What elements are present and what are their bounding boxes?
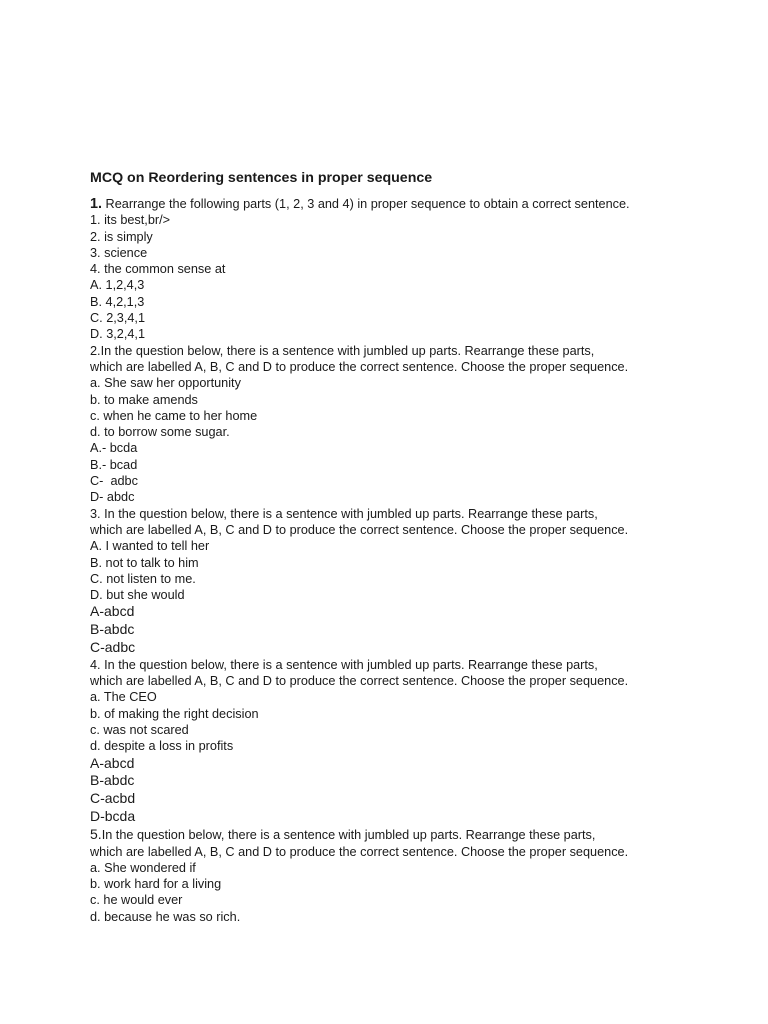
question-3-option: C-adbc [90,639,136,656]
question-1-stem [90,196,730,212]
question-4-option: D-bcda [90,807,136,824]
question-5-stem [90,826,730,844]
question-5-number: 5. [90,825,102,842]
question-1-part: 4. the common sense at [90,262,226,277]
question-4-option: C-acbd [90,790,136,807]
question-2-option: D- abdc [90,490,135,505]
question-4-part: a. The CEO [90,690,157,705]
question-3-stem: 3. In the question below, there is a sentence with jumbled up parts. Rearrange these parts, [90,506,598,521]
document-page [90,168,730,925]
question-3-part: D. but she would [90,588,185,603]
question-1-text: Rearrange the following parts (1, 2, 3 and 4) in proper sequence to obtain a correct sentence. [102,197,630,211]
question-4-part: d. despite a loss in profits [90,739,234,754]
question-1-part: 1. its best,br/> [90,213,171,228]
question-3-option: A-abcd [90,603,135,620]
question-2-part: b. to make amends [90,392,198,407]
question-1-option: B. 4,2,1,3 [90,294,145,309]
question-5-part: d. because he was so rich. [90,909,241,924]
question-2-option: A.- bcda [90,441,138,456]
question-1-number: 1. [90,196,103,212]
question-5-part: a. She wondered if [90,860,196,875]
question-4-part: b. of making the right decision [90,706,259,721]
question-4-stem: which are labelled A, B, C and D to produce the correct sentence. Choose the proper sequence. [90,674,629,689]
question-1-option: A. 1,2,4,3 [90,278,145,293]
question-2-part: d. to borrow some sugar. [90,425,230,440]
question-1-option: D. 3,2,4,1 [90,327,146,342]
question-3-stem: which are labelled A, B, C and D to produce the correct sentence. Choose the proper sequence. [90,522,629,537]
page-title: MCQ on Reordering sentences in proper sequence [90,170,433,186]
question-4-option: B-abdc [90,772,135,789]
question-2-stem: which are labelled A, B, C and D to produce the correct sentence. Choose the proper sequence. [90,359,629,374]
question-4-option: A-abcd [90,754,135,771]
question-3-part: C. not listen to me. [90,571,196,586]
question-1-option: C. 2,3,4,1 [90,311,146,326]
question-3-option: B-abdc [90,621,135,638]
question-5-part: b. work hard for a living [90,877,222,892]
question-4-part: c. was not scared [90,723,189,737]
question-1-part: 2. is simply [90,229,153,244]
question-3-part: A. I wanted to tell her [90,539,210,554]
question-3-part: B. not to talk to him [90,555,199,570]
question-2-option: C- adbc [90,474,138,489]
question-5-stem: which are labelled A, B, C and D to produce the correct sentence. Choose the proper sequence. [90,844,629,859]
question-4-stem: 4. In the question below, there is a sentence with jumbled up parts. Rearrange these parts, [90,657,598,672]
question-2-part: c. when he came to her home [90,408,258,423]
question-2-option: B.- bcad [90,457,138,472]
question-5-text: In the question below, there is a sentence with jumbled up parts. Rearrange these parts, [101,827,596,842]
question-5-part: c. he would ever [90,893,183,908]
question-1-part: 3. science [90,245,148,260]
question-2-stem: 2.In the question below, there is a sentence with jumbled up parts. Rearrange these parts, [90,343,595,358]
question-2-part: a. She saw her opportunity [90,376,241,391]
